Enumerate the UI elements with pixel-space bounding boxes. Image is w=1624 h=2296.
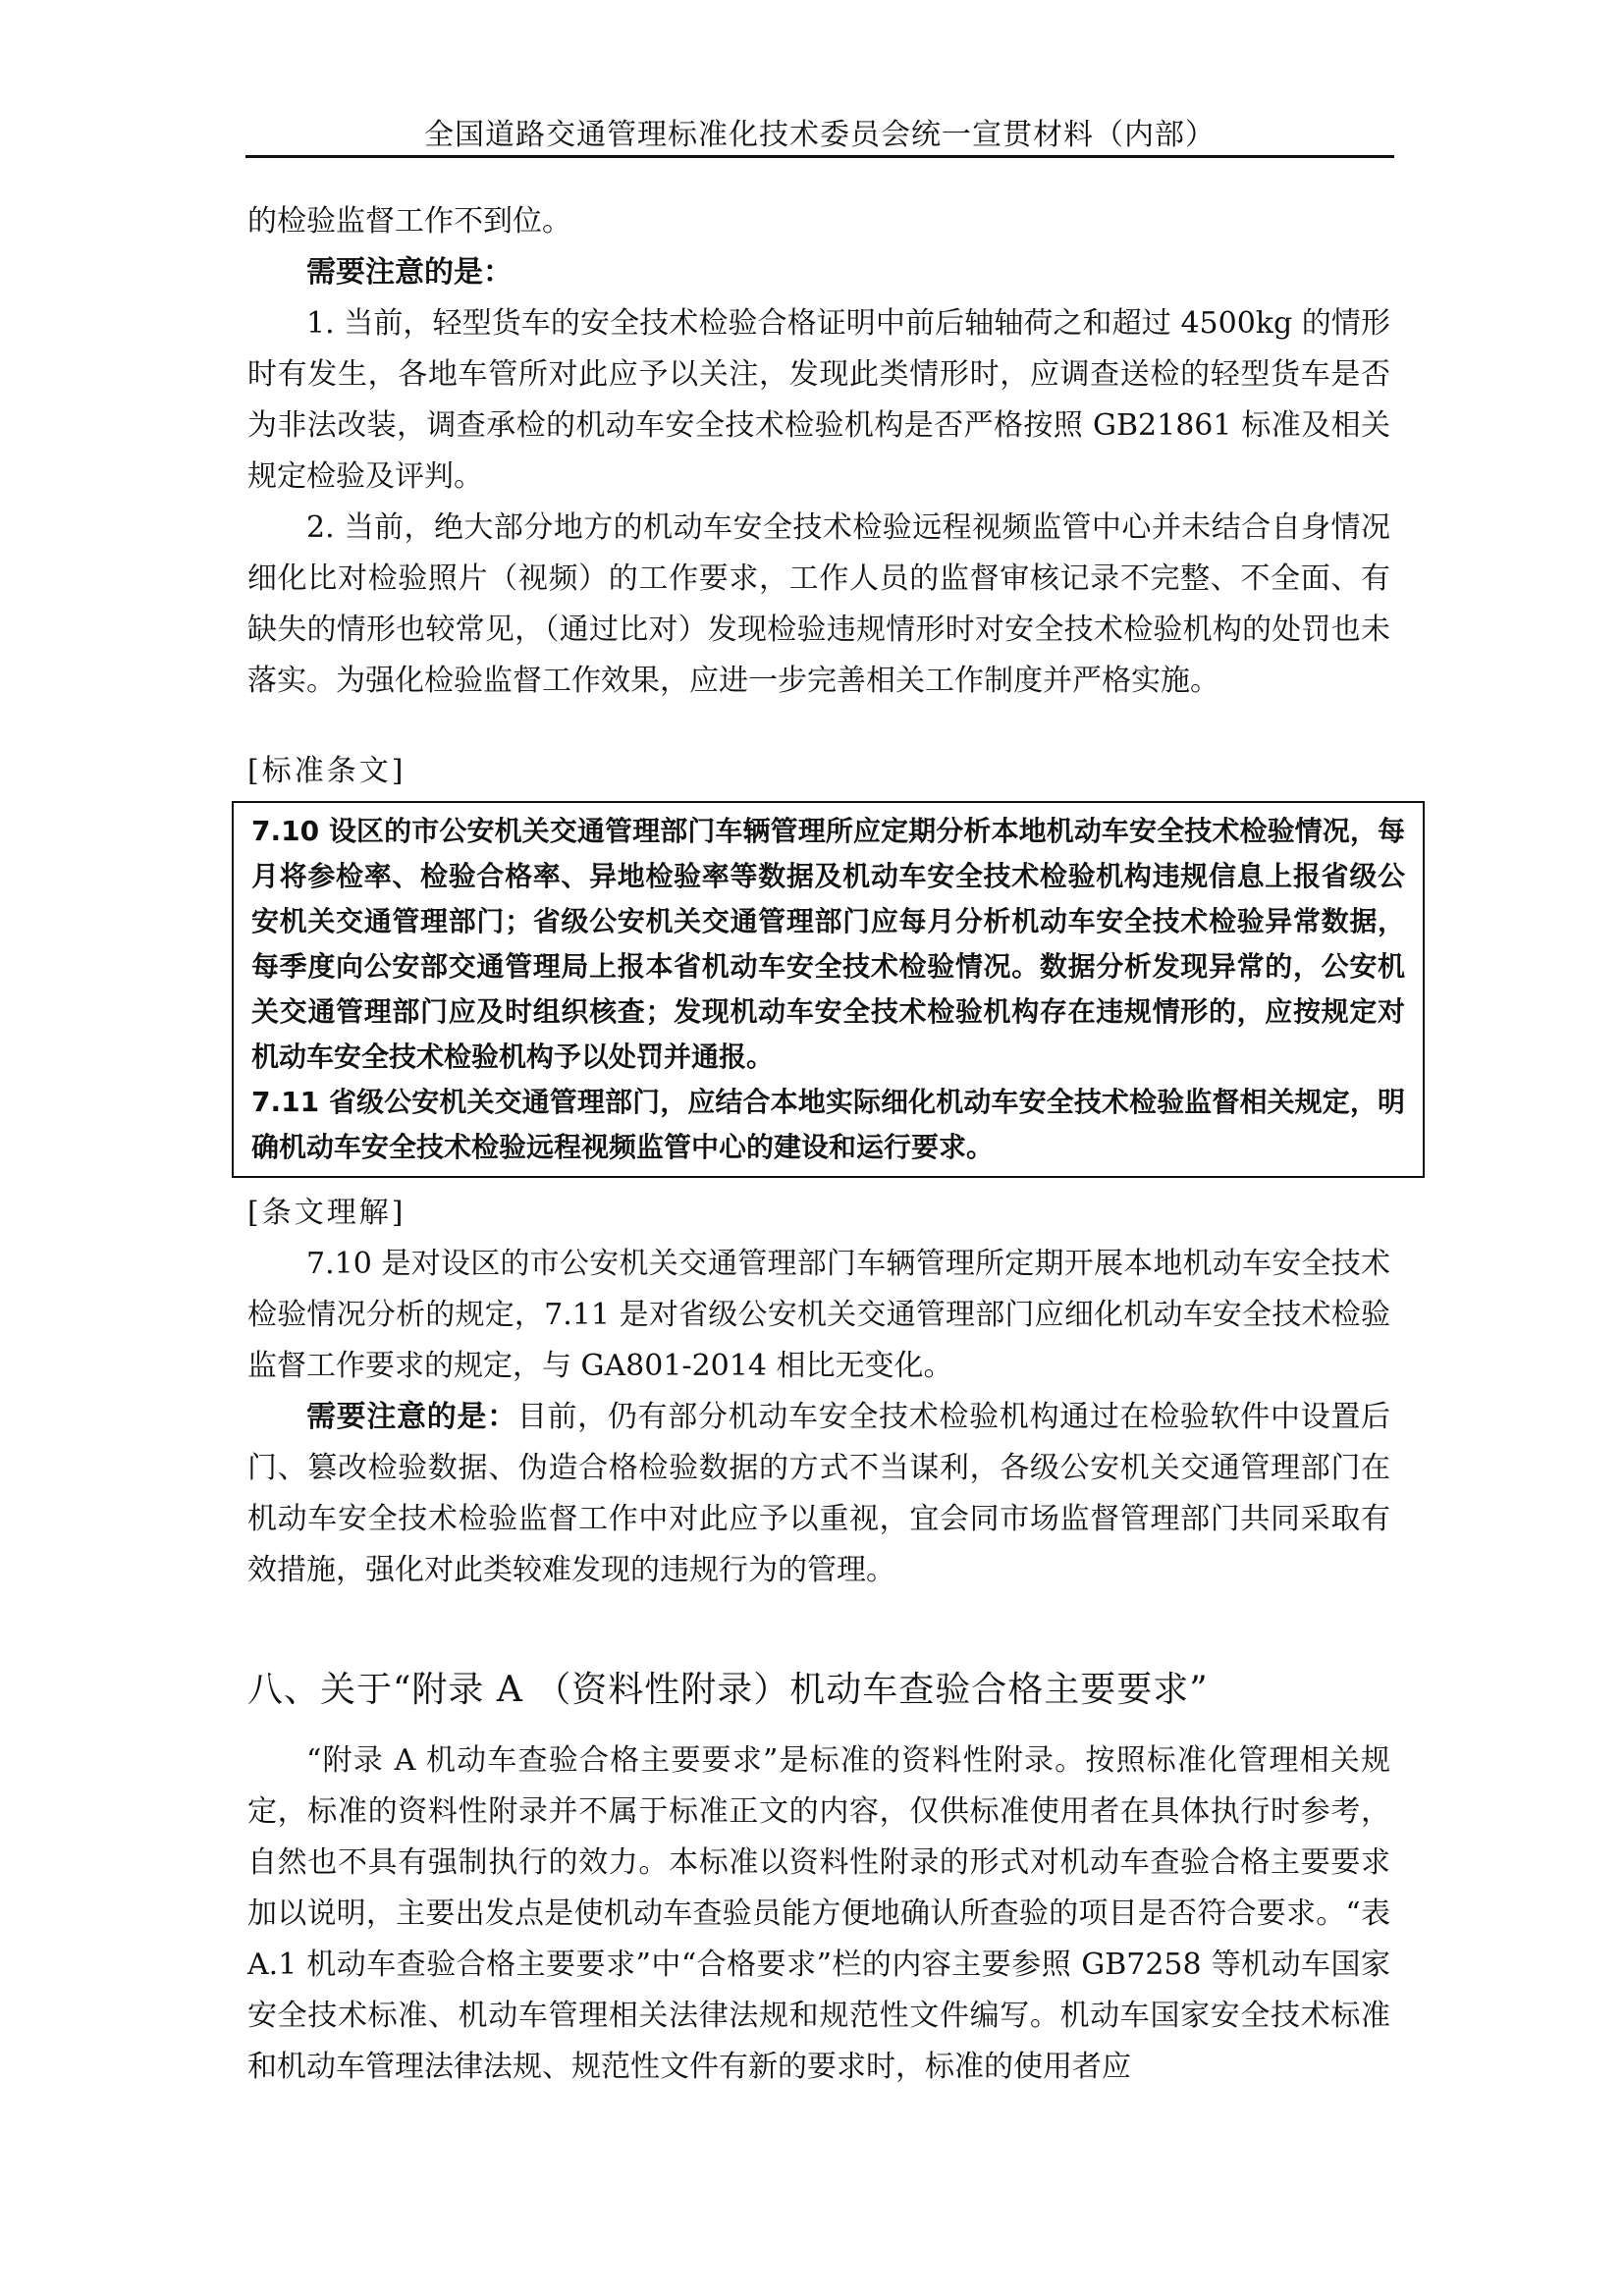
note-paragraph-2 (247, 1392, 1390, 1596)
note-label: 需要注意的是： (306, 255, 513, 290)
section-title: 八、关于“附录 A （资料性附录）机动车查验合格主要要求” (247, 1670, 1209, 1710)
section-paragraph: “附录 A 机动车查验合格主要要求”是标准的资料性附录。按照标准化管理相关规定，标准的资料性附录并不属于标准正文的内容，仅供标准使用者在具体执行时参考，自然也不具有强制执行的效力。本标准以资料性附录的形式对机动车查验合格主要要求加以说明，主要出发点是使机动车查验员能方便地确认所查验的项目是否符合要求。“表 A.1 机动车查验合格主要要求”中“合格要求”栏的内容主要参照 GB7258 等机动车国家安全技术标准、机动车管理相关法律法规和规范性文件编写。机动车国家安全技术标准和机动车管理法律法规、规范性文件有新的要求时，标准的使用者应 (247, 1743, 1390, 2084)
spacer (247, 707, 1390, 746)
standard-clause-box (232, 801, 1425, 1178)
paragraph-continuation: 的检验监督工作不到位。 (247, 204, 571, 239)
note-heading (247, 247, 1390, 298)
understanding-tag: [条文理解] (247, 1196, 406, 1230)
page-header: 全国道路交通管理标准化技术委员会统一宣贯材料（内部） (424, 118, 1216, 152)
standard-text-tag: [标准条文] (247, 754, 406, 788)
note-label-2: 需要注意的是： (306, 1400, 517, 1434)
page-body (247, 196, 1405, 2093)
note-item-1: 1. 当前，轻型货车的安全技术检验合格证明中前后轴轴荷之和超过 4500kg 的情形时有发生，各地车管所对此应予以关注，发现此类情形时，应调查送检的轻型货车是否为非法改装，调查承检的机动车安全技术检验机构是否严格按照 GB21861 标准及相关规定检验及评判。 (247, 306, 1390, 494)
note-text-2: 目前，仍有部分机动车安全技术检验机构通过在检验软件中设置后门、篡改检验数据、伪造合格检验数据的方式不当谋利，各级公安机关交通管理部门在机动车安全技术检验监督工作中对此应予以重视，宜会同市场监督管理部门共同采取有效措施，强化对此类较难发现的违规行为的管理。 (247, 1400, 1391, 1587)
clause-7-10: 7.10 设区的市公安机关交通管理部门车辆管理所应定期分析本地机动车安全技术检验情况，每月将参检率、检验合格率、异地检验率等数据及机动车安全技术检验机构违规信息上报省级公安机关交通管理部门；省级公安机关交通管理部门应每月分析机动车安全技术检验异常数据，每季度向公安部交通管理局上报本省机动车安全技术检验情况。数据分析发现异常的，公安机关交通管理部门应及时组织核查；发现机动车安全技术检验机构存在违规情形的，应按规定对机动车安全技术检验机构予以处罚并通报。 (251, 815, 1405, 1073)
note-item-2: 2. 当前，绝大部分地方的机动车安全技术检验远程视频监管中心并未结合自身情况细化比对检验照片（视频）的工作要求，工作人员的监督审核记录不完整、不全面、有缺失的情形也较常见，（通过比对）发现检验违规情形时对安全技术检验机构的处罚也未落实。为强化检验监督工作效果，应进一步完善相关工作制度并严格实施。 (247, 510, 1390, 698)
spacer (247, 1596, 1390, 1665)
clause-7-11: 7.11 省级公安机关交通管理部门，应结合本地实际细化机动车安全技术检验监督相关规定，明确机动车安全技术检验远程视频监管中心的建设和运行要求。 (251, 1086, 1405, 1163)
header-rule (245, 155, 1394, 158)
understanding-paragraph: 7.10 是对设区的市公安机关交通管理部门车辆管理所定期开展本地机动车安全技术检验情况分析的规定，7.11 是对省级公安机关交通管理部门应细化机动车安全技术检验监督工作要求的规定，与 GA801-2014 相比无变化。 (247, 1247, 1390, 1383)
